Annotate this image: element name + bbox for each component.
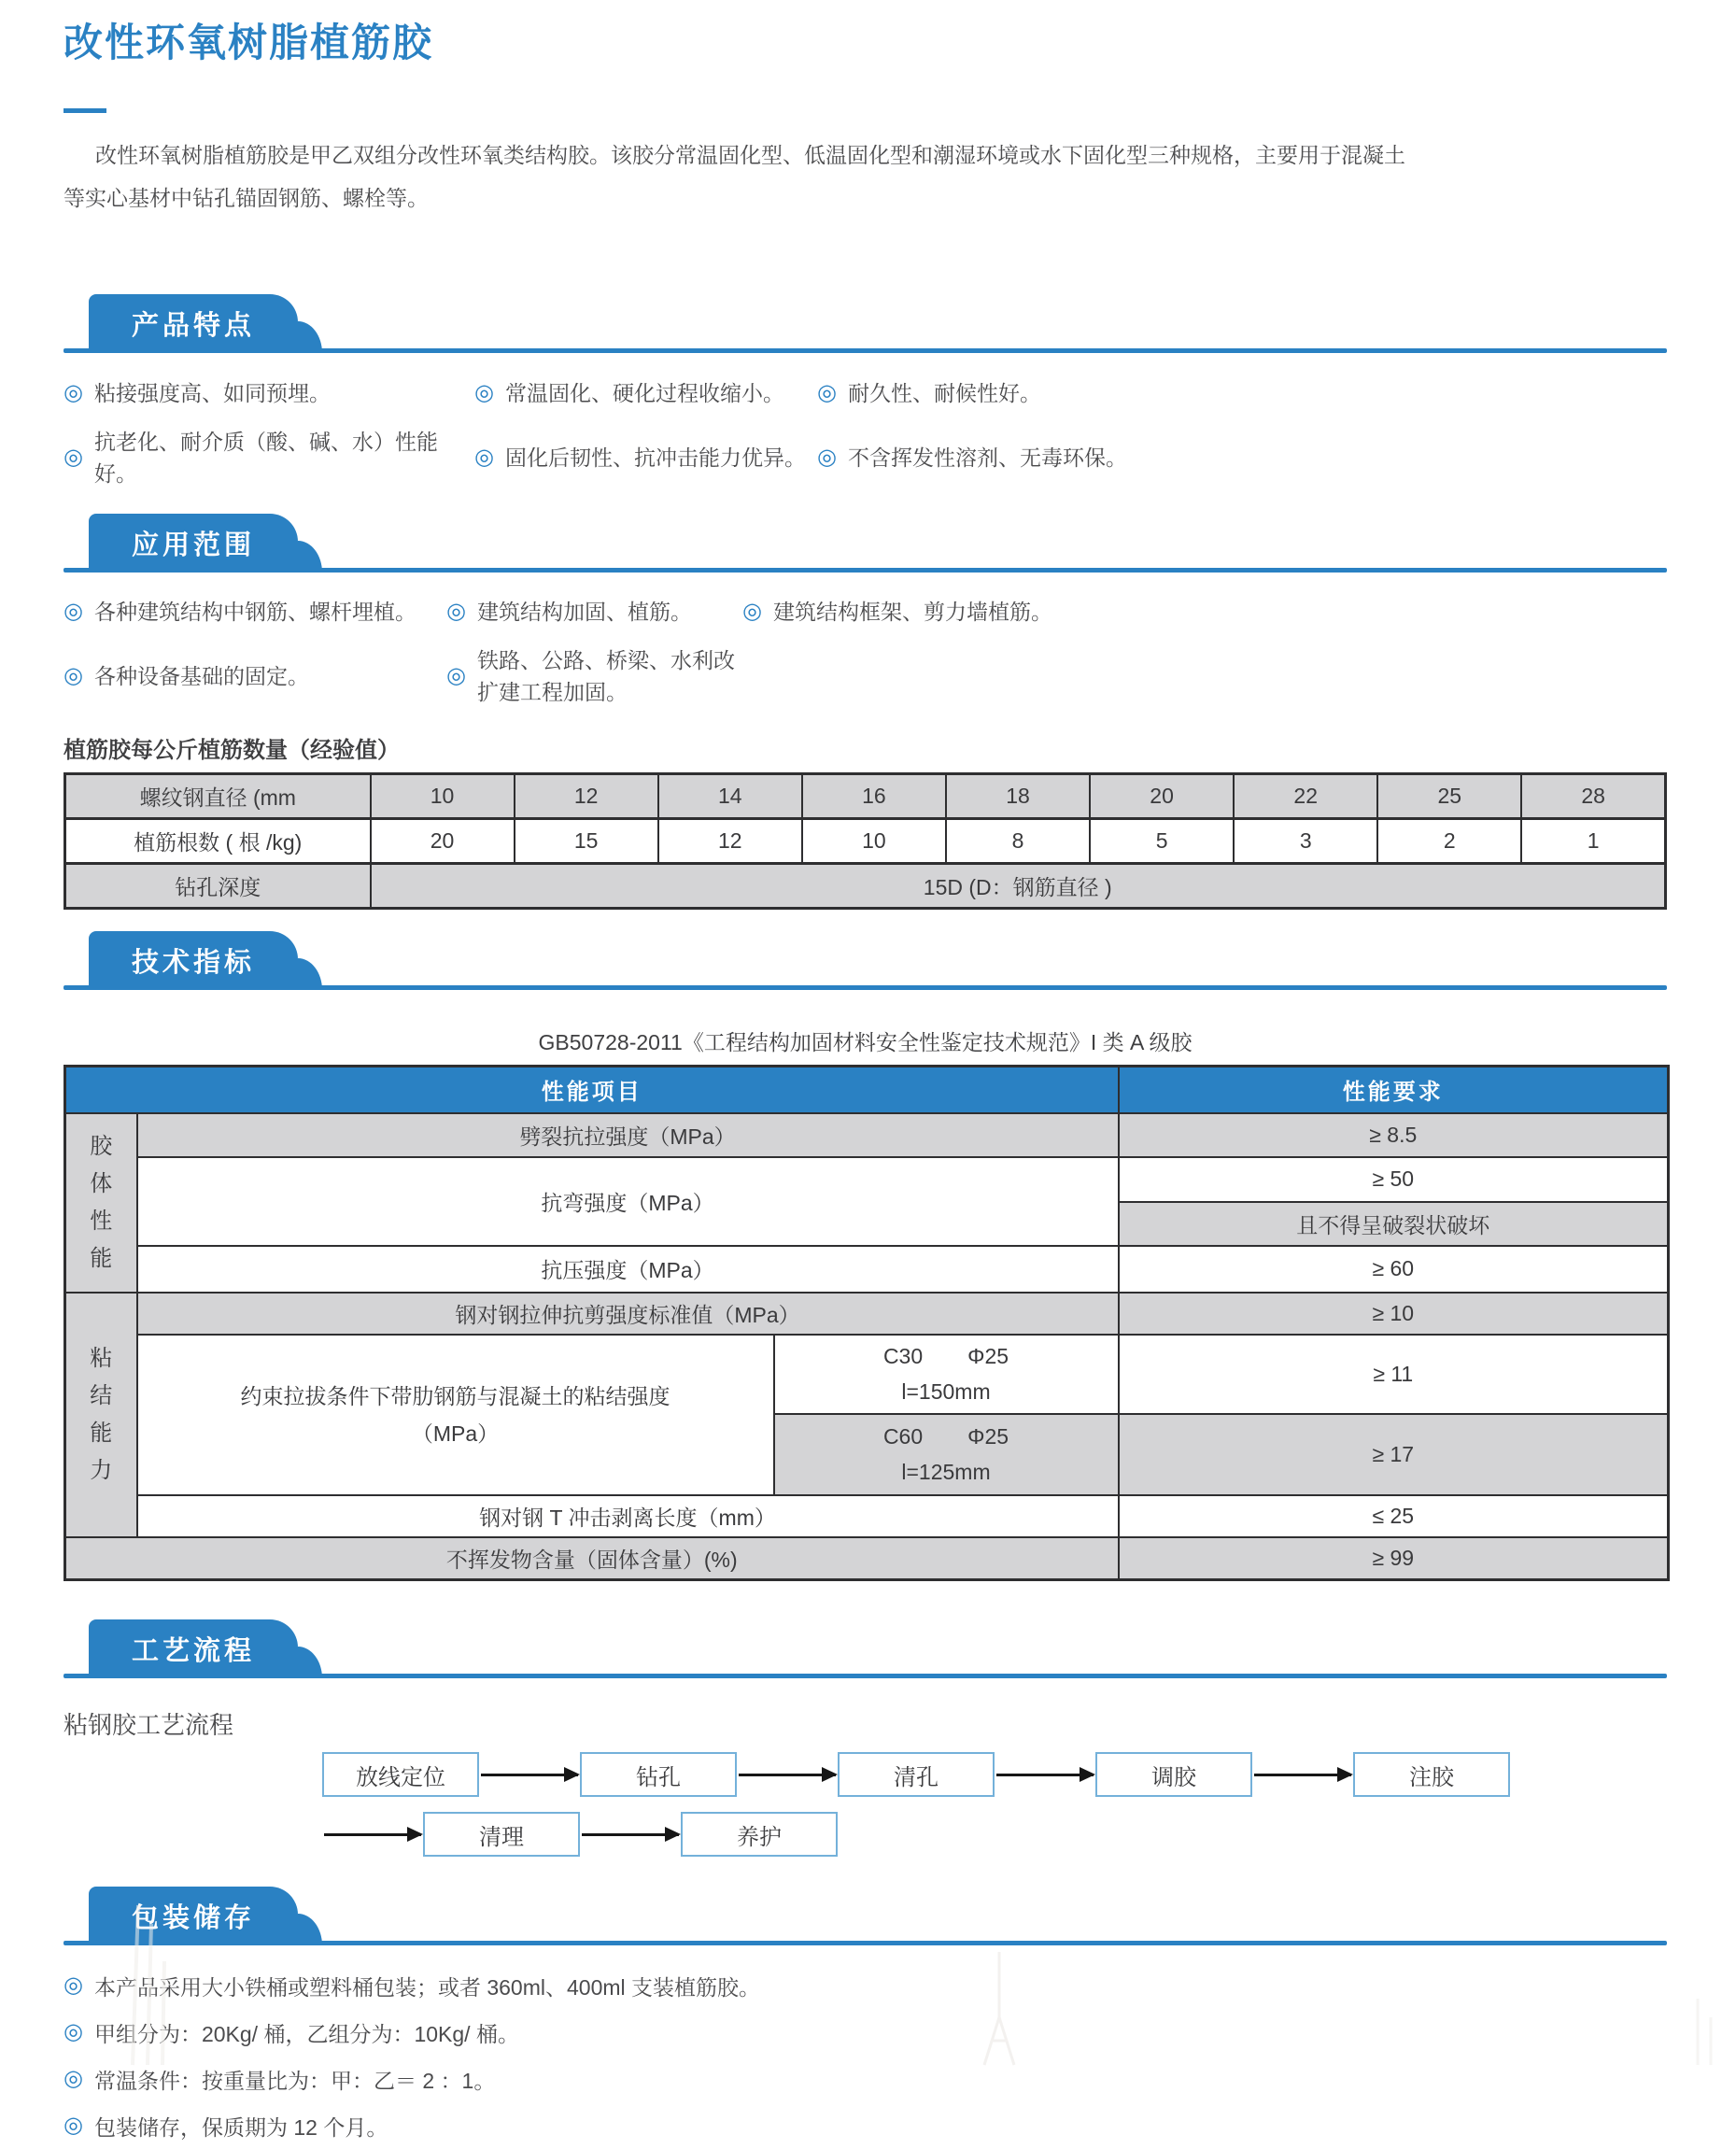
requirement-value: ≥ 17 bbox=[1119, 1414, 1669, 1495]
section-title-applications: 应用范围 bbox=[132, 530, 256, 560]
circled-bullet-icon: ◎ bbox=[817, 445, 837, 470]
condition-cell bbox=[774, 1335, 1119, 1414]
table-row bbox=[65, 1335, 1669, 1414]
requirement-value: ≥ 8.5 bbox=[1119, 1113, 1669, 1157]
tech-standard-caption: GB50728-2011《工程结构加固材料安全性鉴定技术规范》I 类 A 级胶 bbox=[538, 1030, 1193, 1054]
header-requirements: 性能要求 bbox=[1119, 1067, 1669, 1113]
requirement-value: ≥ 60 bbox=[1119, 1246, 1669, 1293]
condition-cell bbox=[774, 1414, 1119, 1495]
circled-bullet-icon: ◎ bbox=[64, 1972, 83, 1998]
section-header-tech bbox=[64, 931, 1667, 990]
feature-text: 不含挥发性溶剂、无毒环保。 bbox=[847, 445, 1127, 470]
application-text: 铁路、公路、桥梁、水利改扩建工程加固。 bbox=[476, 648, 735, 704]
header-items: 性能项目 bbox=[65, 1067, 1119, 1113]
feature-text: 粘接强度高、如同预埋。 bbox=[93, 381, 331, 405]
rebar-count-table bbox=[64, 772, 1667, 910]
feature-item bbox=[817, 377, 1667, 409]
condition-length: l=150mm bbox=[901, 1379, 991, 1404]
item-label-line1: 约束拉拔条件下带肋钢筋与混凝土的粘结强度 bbox=[240, 1383, 670, 1408]
application-item bbox=[446, 596, 742, 628]
section-tab-applications bbox=[89, 514, 298, 573]
feature-text: 固化后韧性、抗冲击能力优异。 bbox=[504, 445, 806, 470]
cell: 14 bbox=[658, 774, 802, 819]
item-label: 钢对钢 T 冲击剥离长度（mm） bbox=[137, 1495, 1119, 1537]
flow-step: 注胶 bbox=[1353, 1752, 1510, 1797]
cell: 16 bbox=[802, 774, 946, 819]
cell: 12 bbox=[658, 819, 802, 864]
section-title-packaging: 包装储存 bbox=[132, 1903, 256, 1933]
requirement-value: ≥ 10 bbox=[1119, 1293, 1669, 1335]
section-header-applications bbox=[64, 514, 1667, 573]
feature-text: 耐久性、耐候性好。 bbox=[847, 381, 1041, 405]
section-tab-process bbox=[89, 1619, 298, 1678]
row-label: 钻孔深度 bbox=[65, 864, 371, 909]
circled-bullet-icon: ◎ bbox=[474, 445, 494, 470]
table-row bbox=[65, 1157, 1669, 1202]
section-title-tech: 技术指标 bbox=[132, 948, 256, 978]
title-dash bbox=[64, 108, 106, 113]
flow-step: 清孔 bbox=[838, 1752, 995, 1797]
section-tab-packaging bbox=[89, 1887, 298, 1945]
circled-bullet-icon: ◎ bbox=[446, 599, 466, 624]
flow-step: 调胶 bbox=[1095, 1752, 1252, 1797]
tech-spec-table bbox=[64, 1065, 1670, 1581]
item-label-line2: （MPa） bbox=[411, 1421, 500, 1446]
cell: 8 bbox=[946, 819, 1090, 864]
cell: 15D (D：钢筋直径 ) bbox=[371, 864, 1666, 909]
table-header-row bbox=[65, 1067, 1669, 1113]
cell: 5 bbox=[1090, 819, 1234, 864]
item-label: 抗弯强度（MPa） bbox=[137, 1157, 1119, 1246]
circled-bullet-icon: ◎ bbox=[446, 663, 466, 688]
cell: 20 bbox=[1090, 774, 1234, 819]
feature-item bbox=[64, 377, 474, 409]
cell: 18 bbox=[946, 774, 1090, 819]
row-label: 螺纹钢直径 (mm bbox=[65, 774, 371, 819]
section-header-process bbox=[64, 1619, 1667, 1678]
circled-bullet-icon: ◎ bbox=[64, 2066, 83, 2091]
cell: 1 bbox=[1521, 819, 1665, 864]
circled-bullet-icon: ◎ bbox=[474, 380, 494, 405]
feature-item bbox=[474, 377, 817, 409]
table-row bbox=[65, 774, 1666, 819]
group-label: 粘结能力 bbox=[65, 1293, 137, 1537]
cell: 10 bbox=[802, 819, 946, 864]
feature-item bbox=[817, 426, 1667, 489]
watermark-sketch bbox=[1688, 1999, 1726, 2065]
section-header-features bbox=[64, 294, 1667, 353]
cell: 22 bbox=[1234, 774, 1377, 819]
application-text: 建筑结构框架、剪力墙植筋。 bbox=[772, 600, 1052, 624]
packaging-list bbox=[64, 1962, 1667, 2149]
application-text: 各种建筑结构中钢筋、螺杆埋植。 bbox=[93, 600, 416, 624]
flow-step: 钻孔 bbox=[580, 1752, 737, 1797]
item-label: 不挥发物含量（固体含量）(%) bbox=[65, 1537, 1119, 1580]
packaging-text: 包装储存，保质期为 12 个月。 bbox=[93, 2114, 388, 2140]
packaging-item bbox=[64, 1962, 1667, 2009]
requirement-value: 且不得呈破裂状破坏 bbox=[1119, 1202, 1669, 1246]
table-row bbox=[65, 1495, 1669, 1537]
application-item bbox=[64, 596, 446, 628]
row-label: 植筋根数 ( 根 /kg) bbox=[65, 819, 371, 864]
features-list bbox=[64, 377, 1667, 489]
section-tab-features bbox=[89, 294, 298, 353]
arrow-right-icon bbox=[1254, 1774, 1351, 1776]
arrow-right-icon bbox=[481, 1774, 578, 1776]
table-row bbox=[65, 1293, 1669, 1335]
requirement-value: ≥ 50 bbox=[1119, 1157, 1669, 1202]
condition-grade: C30 bbox=[882, 1344, 924, 1368]
item-label: 抗压强度（MPa） bbox=[137, 1246, 1119, 1293]
item-label bbox=[137, 1335, 774, 1495]
condition-diameter: Φ25 bbox=[967, 1424, 1009, 1449]
packaging-item bbox=[64, 2009, 1667, 2056]
item-label: 劈裂抗拉强度（MPa） bbox=[137, 1113, 1119, 1157]
applications-list bbox=[64, 596, 1667, 708]
circled-bullet-icon: ◎ bbox=[64, 2019, 83, 2044]
table-row bbox=[65, 819, 1666, 864]
application-text: 各种设备基础的固定。 bbox=[93, 664, 309, 688]
cell: 25 bbox=[1377, 774, 1521, 819]
condition-grade: C60 bbox=[882, 1424, 924, 1449]
feature-item bbox=[474, 426, 817, 489]
feature-item bbox=[64, 426, 474, 489]
section-title-process: 工艺流程 bbox=[132, 1636, 256, 1666]
circled-bullet-icon: ◎ bbox=[64, 599, 83, 624]
requirement-value: ≥ 99 bbox=[1119, 1537, 1669, 1580]
section-tab-tech bbox=[89, 931, 298, 990]
item-label: 钢对钢拉伸抗剪强度标准值（MPa） bbox=[137, 1293, 1119, 1335]
rebar-table-caption: 植筋胶每公斤植筋数量（经验值） bbox=[64, 738, 400, 763]
intro-paragraph bbox=[64, 134, 1667, 219]
circled-bullet-icon: ◎ bbox=[64, 663, 83, 688]
flow-row-1 bbox=[322, 1752, 1667, 1797]
cell: 12 bbox=[515, 774, 658, 819]
condition-length: l=125mm bbox=[901, 1460, 991, 1484]
arrow-right-icon bbox=[582, 1833, 679, 1836]
condition-diameter: Φ25 bbox=[967, 1344, 1009, 1368]
flow-row-2 bbox=[322, 1812, 1667, 1857]
cell: 15 bbox=[515, 819, 658, 864]
cell: 3 bbox=[1234, 819, 1377, 864]
packaging-item bbox=[64, 2102, 1667, 2149]
group-label: 胶体性能 bbox=[65, 1113, 137, 1293]
feature-text: 常温固化、硬化过程收缩小。 bbox=[504, 381, 784, 405]
table-row bbox=[65, 1113, 1669, 1157]
flow-caption: 粘钢胶工艺流程 bbox=[64, 1711, 234, 1739]
section-title-features: 产品特点 bbox=[132, 311, 256, 341]
table-row bbox=[65, 864, 1666, 909]
circled-bullet-icon: ◎ bbox=[817, 380, 837, 405]
requirement-value: ≥ 11 bbox=[1119, 1335, 1669, 1414]
flow-step: 清理 bbox=[423, 1812, 580, 1857]
packaging-text: 甲组分为：20Kg/ 桶，乙组分为：10Kg/ 桶。 bbox=[93, 2021, 519, 2046]
application-item bbox=[446, 644, 742, 708]
packaging-item bbox=[64, 2056, 1667, 2102]
section-header-packaging bbox=[64, 1887, 1667, 1945]
feature-text: 抗老化、耐介质（酸、碱、水）性能好。 bbox=[93, 430, 438, 486]
application-item bbox=[64, 644, 446, 708]
circled-bullet-icon: ◎ bbox=[742, 599, 762, 624]
application-item bbox=[742, 596, 1667, 628]
intro-line-1: 改性环氧树脂植筋胶是甲乙双组分改性环氧类结构胶。该胶分常温固化型、低温固化型和潮湿环境或水下固化型三种规格，主要用于混凝土 bbox=[95, 143, 1405, 167]
table-row bbox=[65, 1537, 1669, 1580]
circled-bullet-icon: ◎ bbox=[64, 445, 83, 470]
application-text: 建筑结构加固、植筋。 bbox=[476, 600, 692, 624]
cell: 10 bbox=[371, 774, 515, 819]
packaging-text: 本产品采用大小铁桶或塑料桶包装；或者 360ml、400ml 支装植筋胶。 bbox=[93, 1974, 761, 2000]
flow-step: 放线定位 bbox=[322, 1752, 479, 1797]
arrow-right-icon bbox=[739, 1774, 836, 1776]
arrow-right-icon bbox=[324, 1833, 421, 1836]
table-row bbox=[65, 1246, 1669, 1293]
cell: 20 bbox=[371, 819, 515, 864]
circled-bullet-icon: ◎ bbox=[64, 380, 83, 405]
flow-step: 养护 bbox=[681, 1812, 838, 1857]
arrow-right-icon bbox=[996, 1774, 1094, 1776]
packaging-text: 常温条件：按重量比为：甲：乙＝ 2 ：1。 bbox=[93, 2068, 496, 2093]
page-title: 改性环氧树脂植筋胶 bbox=[64, 21, 434, 64]
intro-line-2: 等实心基材中钻孔锚固钢筋、螺栓等。 bbox=[64, 186, 429, 210]
cell: 2 bbox=[1377, 819, 1521, 864]
circled-bullet-icon: ◎ bbox=[64, 2113, 83, 2138]
cell: 28 bbox=[1521, 774, 1665, 819]
requirement-value: ≤ 25 bbox=[1119, 1495, 1669, 1537]
